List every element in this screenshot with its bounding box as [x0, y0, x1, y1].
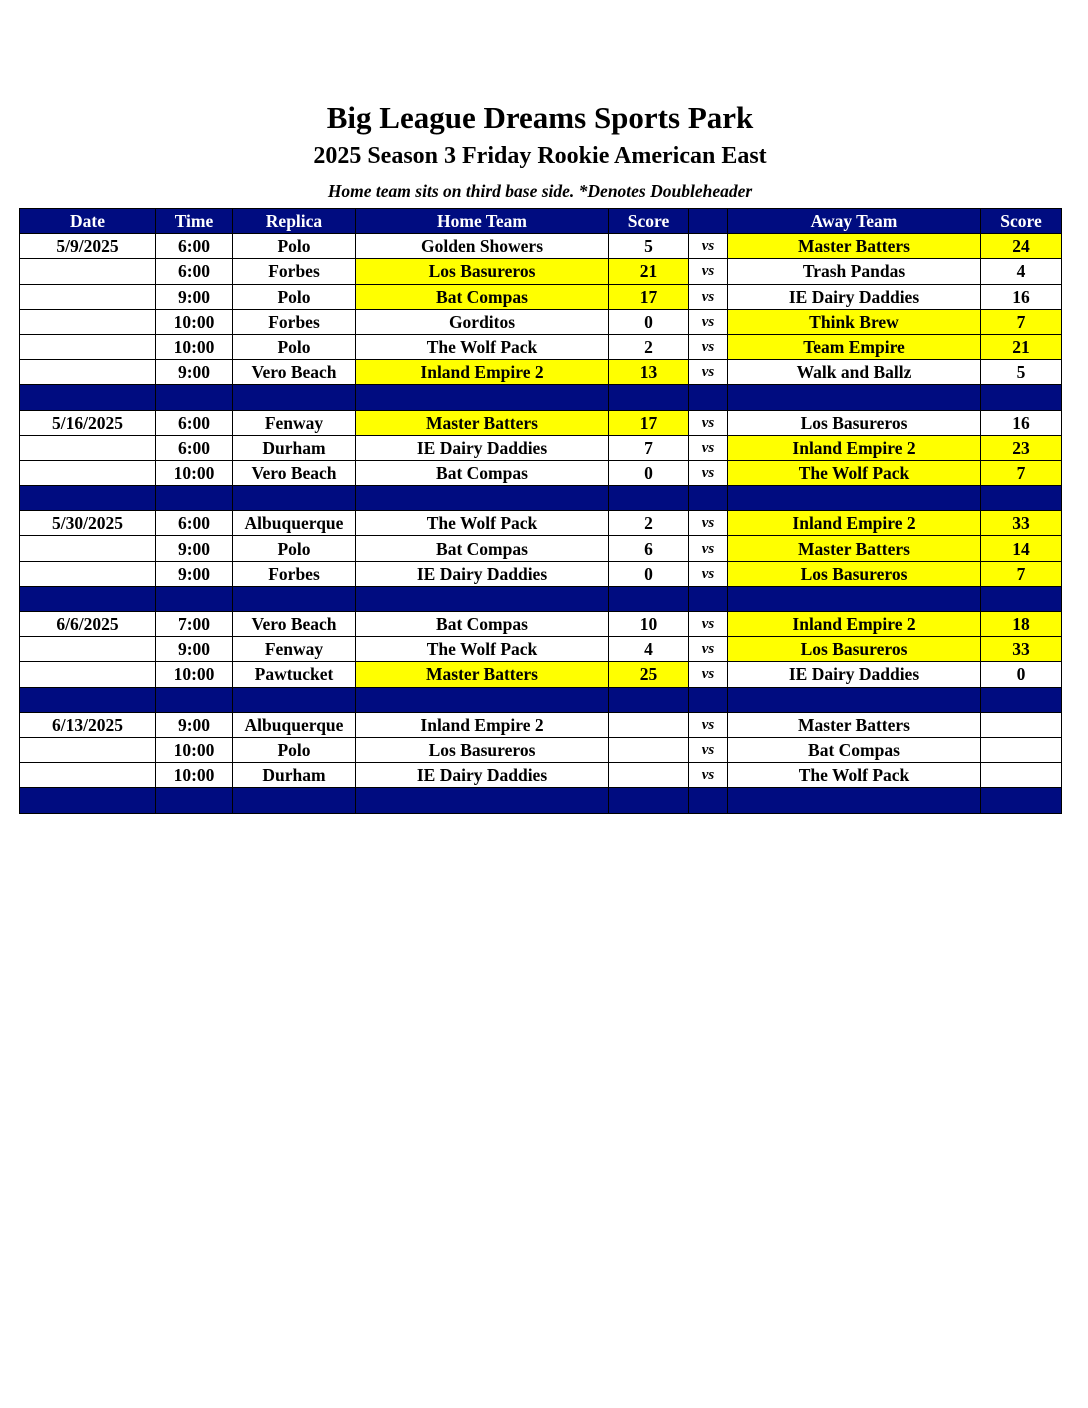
- separator-cell: [689, 385, 728, 410]
- home-score-cell: [609, 763, 689, 788]
- separator-cell: [981, 486, 1062, 511]
- away-score-cell: 5: [981, 360, 1062, 385]
- away-team-cell: Master Batters: [728, 234, 981, 259]
- away-team-cell: Walk and Ballz: [728, 360, 981, 385]
- separator-cell: [156, 586, 233, 611]
- vs-cell: vs: [689, 637, 728, 662]
- time-cell: 10:00: [156, 763, 233, 788]
- vs-cell: vs: [689, 612, 728, 637]
- separator-cell: [609, 385, 689, 410]
- home-score-cell: 0: [609, 460, 689, 485]
- time-cell: 9:00: [156, 536, 233, 561]
- date-cell: [20, 460, 156, 485]
- home-team-cell: Master Batters: [356, 662, 609, 687]
- home-team-cell: IE Dairy Daddies: [356, 763, 609, 788]
- replica-cell: Polo: [233, 334, 356, 359]
- time-cell: 6:00: [156, 259, 233, 284]
- date-cell: [20, 284, 156, 309]
- away-score-cell: 16: [981, 410, 1062, 435]
- replica-cell: Fenway: [233, 637, 356, 662]
- replica-cell: Forbes: [233, 561, 356, 586]
- home-score-cell: 21: [609, 259, 689, 284]
- away-score-cell: 33: [981, 511, 1062, 536]
- away-team-cell: Inland Empire 2: [728, 511, 981, 536]
- date-cell: [20, 561, 156, 586]
- home-team-cell: Gorditos: [356, 309, 609, 334]
- week-separator: [20, 687, 1062, 712]
- separator-cell: [728, 385, 981, 410]
- separator-cell: [609, 486, 689, 511]
- separator-cell: [156, 486, 233, 511]
- vs-cell: vs: [689, 284, 728, 309]
- home-team-cell: IE Dairy Daddies: [356, 435, 609, 460]
- vs-cell: vs: [689, 763, 728, 788]
- date-cell: [20, 259, 156, 284]
- home-team-cell: The Wolf Pack: [356, 637, 609, 662]
- away-score-cell: [981, 763, 1062, 788]
- date-cell: 5/16/2025: [20, 410, 156, 435]
- replica-cell: Pawtucket: [233, 662, 356, 687]
- away-team-cell: Trash Pandas: [728, 259, 981, 284]
- home-team-cell: Los Basureros: [356, 259, 609, 284]
- time-cell: 6:00: [156, 435, 233, 460]
- vs-cell: vs: [689, 259, 728, 284]
- separator-cell: [233, 586, 356, 611]
- date-cell: [20, 435, 156, 460]
- separator-cell: [20, 586, 156, 611]
- away-team-cell: Master Batters: [728, 536, 981, 561]
- separator-cell: [728, 687, 981, 712]
- vs-cell: vs: [689, 334, 728, 359]
- date-cell: [20, 536, 156, 561]
- separator-cell: [233, 687, 356, 712]
- away-team-cell: The Wolf Pack: [728, 763, 981, 788]
- away-team-cell: Master Batters: [728, 712, 981, 737]
- home-score-cell: [609, 712, 689, 737]
- separator-cell: [609, 687, 689, 712]
- away-team-cell: The Wolf Pack: [728, 460, 981, 485]
- col-vs: [689, 209, 728, 234]
- table-row: [20, 536, 1062, 561]
- replica-cell: Fenway: [233, 410, 356, 435]
- away-score-cell: 33: [981, 637, 1062, 662]
- replica-cell: Albuquerque: [233, 712, 356, 737]
- table-row: [20, 763, 1062, 788]
- table-row: [20, 737, 1062, 762]
- home-score-cell: 13: [609, 360, 689, 385]
- time-cell: 9:00: [156, 561, 233, 586]
- separator-cell: [233, 385, 356, 410]
- replica-cell: Polo: [233, 234, 356, 259]
- vs-cell: vs: [689, 561, 728, 586]
- time-cell: 9:00: [156, 284, 233, 309]
- home-score-cell: 2: [609, 334, 689, 359]
- replica-cell: Vero Beach: [233, 360, 356, 385]
- away-score-cell: 7: [981, 460, 1062, 485]
- home-score-cell: [609, 737, 689, 762]
- separator-cell: [156, 788, 233, 813]
- date-cell: [20, 309, 156, 334]
- col-replica: Replica: [233, 209, 356, 234]
- table-row: [20, 284, 1062, 309]
- away-score-cell: 7: [981, 309, 1062, 334]
- time-cell: 6:00: [156, 511, 233, 536]
- week-separator: [20, 586, 1062, 611]
- home-team-cell: Master Batters: [356, 410, 609, 435]
- away-score-cell: 24: [981, 234, 1062, 259]
- col-date: Date: [20, 209, 156, 234]
- away-team-cell: Think Brew: [728, 309, 981, 334]
- separator-cell: [981, 687, 1062, 712]
- home-team-cell: Inland Empire 2: [356, 360, 609, 385]
- date-cell: [20, 360, 156, 385]
- date-cell: 6/6/2025: [20, 612, 156, 637]
- date-cell: [20, 334, 156, 359]
- away-team-cell: IE Dairy Daddies: [728, 662, 981, 687]
- separator-cell: [20, 486, 156, 511]
- time-cell: 10:00: [156, 309, 233, 334]
- separator-cell: [689, 788, 728, 813]
- away-score-cell: 18: [981, 612, 1062, 637]
- table-row: [20, 460, 1062, 485]
- week-separator: [20, 385, 1062, 410]
- home-score-cell: 2: [609, 511, 689, 536]
- table-row: [20, 234, 1062, 259]
- table-row: [20, 561, 1062, 586]
- home-team-cell: The Wolf Pack: [356, 334, 609, 359]
- time-cell: 10:00: [156, 334, 233, 359]
- away-team-cell: Inland Empire 2: [728, 435, 981, 460]
- col-time: Time: [156, 209, 233, 234]
- vs-cell: vs: [689, 410, 728, 435]
- week-separator: [20, 788, 1062, 813]
- separator-cell: [356, 687, 609, 712]
- vs-cell: vs: [689, 536, 728, 561]
- time-cell: 9:00: [156, 637, 233, 662]
- vs-cell: vs: [689, 712, 728, 737]
- separator-cell: [233, 788, 356, 813]
- away-team-cell: Los Basureros: [728, 561, 981, 586]
- table-row: [20, 637, 1062, 662]
- separator-cell: [689, 586, 728, 611]
- home-score-cell: 25: [609, 662, 689, 687]
- home-team-cell: Bat Compas: [356, 536, 609, 561]
- away-score-cell: 16: [981, 284, 1062, 309]
- table-row: [20, 334, 1062, 359]
- replica-cell: Polo: [233, 737, 356, 762]
- replica-cell: Vero Beach: [233, 612, 356, 637]
- home-team-cell: IE Dairy Daddies: [356, 561, 609, 586]
- col-home-score: Score: [609, 209, 689, 234]
- separator-cell: [20, 385, 156, 410]
- away-team-cell: Team Empire: [728, 334, 981, 359]
- home-team-cell: Golden Showers: [356, 234, 609, 259]
- col-away-score: Score: [981, 209, 1062, 234]
- home-team-cell: Bat Compas: [356, 284, 609, 309]
- col-away-team: Away Team: [728, 209, 981, 234]
- vs-cell: vs: [689, 662, 728, 687]
- date-cell: [20, 637, 156, 662]
- separator-cell: [981, 586, 1062, 611]
- date-cell: [20, 662, 156, 687]
- home-score-cell: 6: [609, 536, 689, 561]
- separator-cell: [609, 788, 689, 813]
- date-cell: 6/13/2025: [20, 712, 156, 737]
- home-score-cell: 4: [609, 637, 689, 662]
- week-separator: [20, 486, 1062, 511]
- table-row: [20, 435, 1062, 460]
- replica-cell: Albuquerque: [233, 511, 356, 536]
- home-score-cell: 10: [609, 612, 689, 637]
- separator-cell: [981, 788, 1062, 813]
- separator-cell: [20, 788, 156, 813]
- home-score-cell: 17: [609, 284, 689, 309]
- separator-cell: [728, 788, 981, 813]
- time-cell: 6:00: [156, 234, 233, 259]
- table-row: [20, 360, 1062, 385]
- page-subtitle: 2025 Season 3 Friday Rookie American East: [313, 143, 767, 169]
- date-cell: [20, 763, 156, 788]
- separator-cell: [728, 586, 981, 611]
- away-score-cell: [981, 712, 1062, 737]
- separator-cell: [156, 385, 233, 410]
- table-row: [20, 309, 1062, 334]
- home-score-cell: 0: [609, 561, 689, 586]
- separator-cell: [689, 687, 728, 712]
- table-row: [20, 259, 1062, 284]
- table-row: [20, 511, 1062, 536]
- away-score-cell: 7: [981, 561, 1062, 586]
- home-score-cell: 17: [609, 410, 689, 435]
- separator-cell: [356, 385, 609, 410]
- time-cell: 10:00: [156, 460, 233, 485]
- schedule-note: Home team sits on third base side. *Denotes Doubleheader: [327, 181, 753, 201]
- header-row: [20, 209, 1062, 234]
- time-cell: 6:00: [156, 410, 233, 435]
- separator-cell: [728, 486, 981, 511]
- away-team-cell: Los Basureros: [728, 637, 981, 662]
- schedule-table: [19, 208, 1062, 814]
- vs-cell: vs: [689, 460, 728, 485]
- replica-cell: Durham: [233, 435, 356, 460]
- away-score-cell: 0: [981, 662, 1062, 687]
- away-team-cell: IE Dairy Daddies: [728, 284, 981, 309]
- away-score-cell: 23: [981, 435, 1062, 460]
- replica-cell: Vero Beach: [233, 460, 356, 485]
- away-score-cell: 14: [981, 536, 1062, 561]
- separator-cell: [356, 486, 609, 511]
- away-team-cell: Los Basureros: [728, 410, 981, 435]
- date-cell: 5/30/2025: [20, 511, 156, 536]
- replica-cell: Polo: [233, 536, 356, 561]
- replica-cell: Polo: [233, 284, 356, 309]
- separator-cell: [356, 586, 609, 611]
- vs-cell: vs: [689, 737, 728, 762]
- time-cell: 10:00: [156, 737, 233, 762]
- home-team-cell: The Wolf Pack: [356, 511, 609, 536]
- separator-cell: [689, 486, 728, 511]
- time-cell: 10:00: [156, 662, 233, 687]
- separator-cell: [20, 687, 156, 712]
- separator-cell: [156, 687, 233, 712]
- time-cell: 9:00: [156, 712, 233, 737]
- table-row: [20, 712, 1062, 737]
- separator-cell: [981, 385, 1062, 410]
- home-team-cell: Inland Empire 2: [356, 712, 609, 737]
- home-team-cell: Bat Compas: [356, 612, 609, 637]
- table-row: [20, 612, 1062, 637]
- table-row: [20, 662, 1062, 687]
- time-cell: 9:00: [156, 360, 233, 385]
- home-score-cell: 0: [609, 309, 689, 334]
- home-team-cell: Bat Compas: [356, 460, 609, 485]
- separator-cell: [233, 486, 356, 511]
- date-cell: [20, 737, 156, 762]
- away-score-cell: 21: [981, 334, 1062, 359]
- home-score-cell: 5: [609, 234, 689, 259]
- vs-cell: vs: [689, 511, 728, 536]
- away-team-cell: Bat Compas: [728, 737, 981, 762]
- page-title: Big League Dreams Sports Park: [326, 100, 754, 135]
- separator-cell: [356, 788, 609, 813]
- time-cell: 7:00: [156, 612, 233, 637]
- table-row: [20, 410, 1062, 435]
- home-score-cell: 7: [609, 435, 689, 460]
- schedule-body: [20, 234, 1062, 813]
- col-home-team: Home Team: [356, 209, 609, 234]
- separator-cell: [609, 586, 689, 611]
- vs-cell: vs: [689, 234, 728, 259]
- home-team-cell: Los Basureros: [356, 737, 609, 762]
- away-team-cell: Inland Empire 2: [728, 612, 981, 637]
- date-cell: 5/9/2025: [20, 234, 156, 259]
- replica-cell: Durham: [233, 763, 356, 788]
- away-score-cell: [981, 737, 1062, 762]
- replica-cell: Forbes: [233, 309, 356, 334]
- vs-cell: vs: [689, 435, 728, 460]
- away-score-cell: 4: [981, 259, 1062, 284]
- vs-cell: vs: [689, 360, 728, 385]
- replica-cell: Forbes: [233, 259, 356, 284]
- vs-cell: vs: [689, 309, 728, 334]
